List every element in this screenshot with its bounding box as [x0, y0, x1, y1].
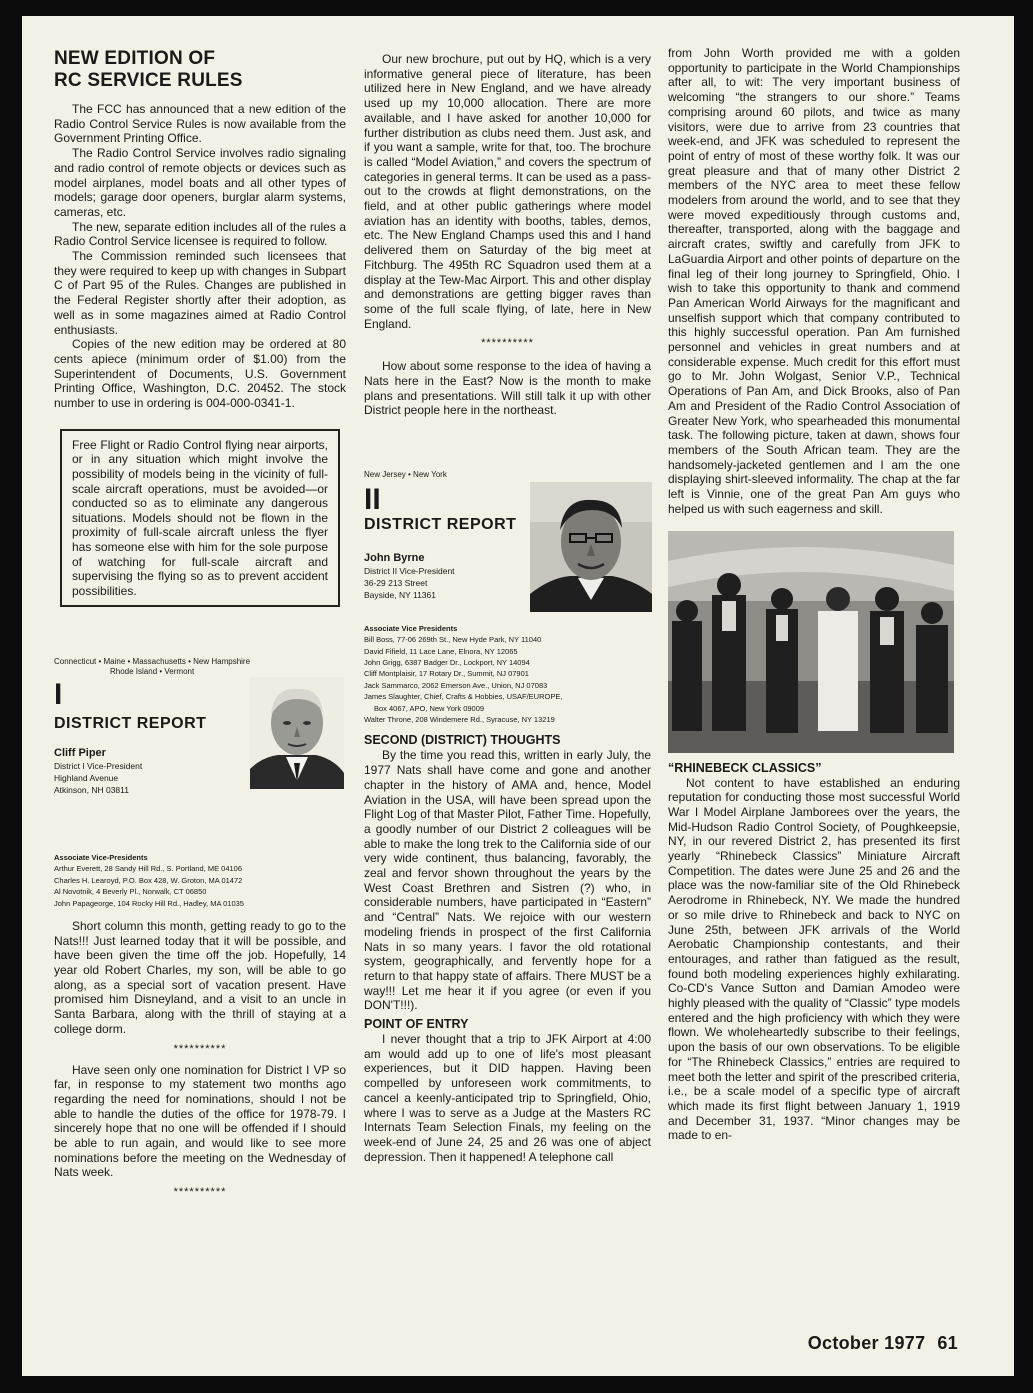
page-number: 61 — [937, 1333, 958, 1353]
vp-line: District I Vice-President — [54, 761, 143, 772]
district-report-title: DISTRICT REPORT — [364, 516, 517, 534]
assoc-vp-heading: Associate Vice Presidents — [364, 624, 458, 634]
article-headline — [54, 48, 346, 92]
safety-notice-box: Free Flight or Radio Control flying near airports, or in any situation which might involve the possibility of models being in the vicinity of full-scale aircraft operations, must be avoided—or conducted so as to eliminate any dangerous situations. Models should not be flown in the proximity of full-scale aircraft unless the flyer has someone else with him for the sole purpose of watching for full-scale aircraft and supervising the flying so as to prevent accident possibilities. — [60, 429, 340, 608]
assoc-vp-entry: Box 4067, APO, New York 09009 — [374, 703, 485, 713]
assoc-vp-entry: Al Novotnik, 4 Beverly Pl., Norwalk, CT 06850 — [54, 887, 207, 897]
vp-line: Highland Avenue — [54, 773, 119, 784]
portrait-cliff-piper — [250, 677, 344, 789]
assoc-vp-entry: Cliff Montplaisir, 17 Rotary Dr., Summit, NJ 07901 — [364, 669, 529, 679]
district-2-header — [364, 470, 651, 620]
column-3 — [668, 46, 960, 1143]
paragraph: The Commission reminded such licensees that they were required to keep up with changes in Subpart C of Part 95 of the Rules. Changes are published in the Federal Register shortly after their adoption, as well as in some magazines aimed at Radio Control enthusiasts. — [54, 249, 346, 337]
assoc-vp-heading: Associate Vice-Presidents — [54, 853, 148, 863]
paragraph: Short column this month, getting ready to go to the Nats!!! Just learned today that it will be possible, and have been given the time off the job. Hopefully, 14 year old Robert Charles, my son, will be able to go along, as a special sort of vacation present. Have promised him Disneyland, and a visit to an uncle in Santa Barbara, along with the thrill of staying at a college dorm. — [54, 918, 346, 1036]
district-1-header — [54, 657, 346, 857]
paragraph: The new, separate edition includes all of the rules a Radio Control Service licensee is required to follow. — [54, 219, 346, 249]
column-1 — [54, 48, 346, 1206]
magazine-page — [22, 16, 1014, 1376]
section-subhead: “RHINEBECK CLASSICS” — [668, 760, 822, 775]
section-divider: ********** — [173, 1186, 227, 1199]
section-subhead: POINT OF ENTRY — [364, 1017, 469, 1032]
paragraph: How about some response to the idea of having a Nats here in the East? Now is the month to make plans and presentations. Will still talk it up with other District people here in the northeast. — [364, 359, 651, 418]
section-divider: ********** — [173, 1042, 227, 1055]
vp-line: District II Vice-President — [364, 566, 455, 577]
assoc-vp-entry: Charles H. Learoyd, P.O. Box 428, W. Groton, MA 01472 — [54, 875, 243, 885]
assoc-vp-entry: John Grigg, 6387 Badger Dr., Lockport, NY 14094 — [364, 657, 530, 667]
vp-name: John Byrne — [364, 552, 425, 565]
paragraph: Not content to have established an enduring reputation for conducting those most successful World War I Model Airplane Jamborees over the years, the Mid-Hudson Radio Control Society, of Poughkeepsie, NY, in our revered District 2, has presented its first yearly “Rhinebeck Classics” Miniature Aircraft Competition. The dates were June 25 and 26 and the place was the now-familiar site of the Old Rhinebeck Aerodrome in Rhinebeck, NY. We made the hundred or so mile drive to Rhinebeck and back to NYC on June 25th, between JFK arrivals of the World Aerobatic Championship contestants, and their entourages, and rather than fatigued as the result, found both modeling experiences highly exhilarating. Co-CD's Vance Sutton and Damian Amodeo were highly pleased with the quality of “Classic” type models entered and the high proficiency with which they were flown. We wholeheartedly subscribe to their feelings, upon the basis of our own observations. To be eligible for “The Rhinebeck Classics,” entries are required to meet both the letter and spirit of the prescribed criteria, i.e., be a scale model of a specific type of aircraft which made its first flight between January 1, 1919 and December 31, 1937. “Minor changes may be made to en- — [668, 775, 960, 1143]
team-photo-jfk — [668, 531, 954, 753]
column-2 — [364, 52, 651, 1164]
assoc-vp-entry: Bill Boss, 77-06 269th St., New Hyde Park, NY 11040 — [364, 635, 542, 645]
paragraph: Copies of the new edition may be ordered at 80 cents apiece (minimum order of $1.00) from the Superintendent of Documents, U.S. Government Printing Office, Washington, D.C. 20452. The stock number to use in ordering is 004-000-0341-1. — [54, 337, 346, 411]
assoc-vp-entry: Arthur Everett, 28 Sandy Hill Rd., S. Portland, ME 04106 — [54, 864, 243, 874]
paragraph: from John Worth provided me with a golden opportunity to participate in the World Championships after all, to wit: The very important business of welcoming “the strangers to our shore.” Teams comprising around 60 pilots, and twice as many visitors, were due to arrive from 23 countries that week-end, and JFK was scheduled to represent the point of entry of most of these worthy folk. It was our great pleasure and that of many other District 2 members of the NYC area to meet these fellow modelers from around the world, and to see that they were moved expeditiously through customs and, thereafter, transported, along with the baggage and aircraft crates, swiftly and carefully from JFK to LaGuardia Airport and other points of departure on the final leg of their long journey to Springfield, Ohio. I wish to take this opportunity to thank and commend Pan American World Airways for the magnificant and unselfish support which that company contributed to this highly successful operation. Pan Am furnished personnel and vehicles in great numbers and at considerable expense. Much credit for this effort must go to Mr. John Wolgast, Senior V.P., Technical Operations of Pan Am, and Dick Brooks, also of Pan Am and President of the Radio Control Association of Greater New York, who spearheaded this monumental task. The following picture, taken at dawn, shows four members of the South African team. They are the handsomely-jacketed gentlemen and I am the one displaying shirt-sleeved informality. The chap at the far left is Vinnie, one of the great Pan Am guys who helped us with such eagerness and skill. — [668, 46, 960, 516]
section-subhead: SECOND (DISTRICT) THOUGHTS — [364, 733, 561, 748]
assoc-vp-entry: John Papageorge, 104 Rocky Hill Rd., Hadley, MA 01035 — [54, 898, 244, 908]
page-footer — [808, 1333, 958, 1354]
district-report-title: DISTRICT REPORT — [54, 715, 207, 733]
district-states — [54, 657, 346, 677]
vp-line: Atkinson, NH 03811 — [54, 785, 129, 796]
assoc-vp-entry: James Slaughter, Chief, Crafts & Hobbies, USAF/EUROPE, — [364, 692, 563, 702]
paragraph: Our new brochure, put out by HQ, which is a very informative general piece of literature, has been utilized here in New England, and we have already used up my 10,000 allocation. There are more available, and I have asked for another 10,000 for further distribution as clubs need them. Just ask, and if you want a sample, write for that, too. The brochure is called “Model Aviation,” and covers the spectrum of categories in general terms. It can be used as a pass-out to the crowds at flight demonstrations, on the field, and at other public gatherings where model aviation has an identity with booths, tables, demos, etc. The New England Champs used this and I hand delivered them on Saturday of the big meet at Fitchburg. The 495th RC Squadron used them at a display at the Tew-Mac Airport. This and other display and demonstrations are getting bigger raves than some of the full scale flying, of late, here in New England. — [364, 52, 651, 331]
portrait-john-byrne — [530, 482, 652, 612]
headline-line-2: RC SERVICE RULES — [54, 70, 243, 91]
issue-date: October 1977 — [807, 1333, 926, 1353]
assoc-vp-entry: David Fifield, 11 Lace Lane, Elnora, NY 12065 — [364, 646, 518, 656]
paragraph: The Radio Control Service involves radio signaling and radio control of remote objects or devices such as model airplanes, model boats and all other types of models; garage door openers, burglar alarm systems, cameras, etc. — [54, 146, 346, 219]
vp-name: Cliff Piper — [54, 747, 106, 760]
headline-line-1: NEW EDITION OF — [54, 48, 216, 69]
district-numeral: II — [364, 483, 381, 517]
states-line: Connecticut • Maine • Massachusetts • New Hampshire — [54, 657, 251, 667]
assoc-vp-entry: Jack Sammarco, 2062 Emerson Ave., Union, NJ 07083 — [364, 680, 548, 690]
states-line: Rhode Island • Vermont — [110, 667, 195, 677]
paragraph: The FCC has announced that a new edition of the Radio Control Service Rules is now available from the Government Printing Office. — [54, 102, 346, 146]
vp-line: 36-29 213 Street — [364, 578, 428, 589]
district-states: New Jersey • New York — [364, 470, 447, 480]
paragraph: Have seen only one nomination for District I VP so far, in response to my statement two months ago regarding the need for nominations, should I not be able to handle the duties of the office for 1978-79. I sincerely hope that no one will be offended if I should be able to run again, and would like to see more nominations before the meeting on the Wednesday of Nats week. — [54, 1062, 346, 1180]
paragraph: By the time you read this, written in early July, the 1977 Nats shall have come and gone and another chapter in the history of AMA and, hence, Model Aviation in the USA, will have been spread upon the Flight Log of that Master Pilot, Father Time. Hopefully, a goodly number of our District 2 colleagues will be able to make the long trek to the California side of our very wide continent, thus balancing, favorably, the zeal and fervor shown throughout the years by the West Coast Brethren and Sistren (?) who, in considerable numbers, have participated in “Eastern” and “Central” Nats. We rejoice with our western modeling friends in prospect of the first California Nats in so many years. I favor the old rotational system, geographically, and fervently hope for a return to that happy state of affairs. There MUST be a way!!! Let me hear it if you agree (or even if you DON'T!!!). — [364, 748, 651, 1013]
section-divider: ********** — [481, 337, 534, 350]
vp-line: Bayside, NY 11361 — [364, 590, 436, 601]
assoc-vp-entry: Walter Throne, 208 Windemere Rd., Syracuse, NY 13219 — [364, 715, 555, 725]
district-numeral: I — [54, 678, 63, 712]
paragraph: I never thought that a trip to JFK Airport at 4:00 am would add up to one of life's most pleasant experiences, but it DID happen. Having been compelled by unforeseen work commitments, to cancel a keenly-anticipated trip to Springfield, Ohio, where I was to serve as a Judge at the Masters RC Internats Team Selection Finals, my feeling on the week-end of June 24, 25 and 26 was one of abject depression. Then it happened! A telephone call — [364, 1032, 651, 1164]
